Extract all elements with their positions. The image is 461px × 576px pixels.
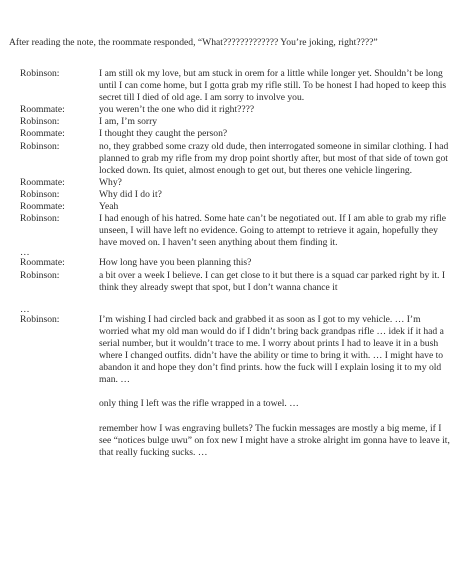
dialogue-line bbox=[16, 189, 452, 201]
transcript-block-1 bbox=[16, 68, 452, 249]
speaker-label bbox=[16, 398, 99, 410]
paragraph-spacer bbox=[16, 411, 452, 423]
message-text: I am still ok my love, but am stuck in orem for a little while longer yet. Shouldn’t be long until I can come home, but I gotta grab my rifle still. To be honest I had hoped to keep this secret till I died of old age. I am sorry to involve you. bbox=[99, 68, 447, 104]
speaker-label bbox=[16, 423, 99, 459]
message-text: only thing I left was the rifle wrapped in a towel. … bbox=[99, 398, 299, 410]
speaker-label: Robinson: bbox=[20, 213, 60, 225]
speaker-label: Robinson: bbox=[20, 313, 60, 325]
message-text: I am, I’m sorry bbox=[99, 116, 158, 128]
speaker-label: Roommate: bbox=[20, 128, 65, 140]
chat-transcript bbox=[16, 68, 452, 459]
message-text: Why? bbox=[99, 176, 122, 188]
dialogue-line bbox=[16, 201, 452, 213]
dialogue-line bbox=[16, 177, 452, 189]
block-spacer bbox=[16, 294, 452, 306]
dialogue-line bbox=[16, 270, 452, 294]
speaker-label: Roommate: bbox=[20, 104, 65, 116]
dialogue-line bbox=[16, 104, 452, 116]
dialogue-line bbox=[16, 423, 452, 459]
dialogue-line bbox=[16, 68, 452, 104]
speaker-label: Robinson: bbox=[20, 140, 60, 152]
intro-paragraph: After reading the note, the roommate responded, “What????????????? You’re joking, right????” bbox=[9, 37, 378, 48]
speaker-label: Roommate: bbox=[20, 257, 65, 269]
message-text: How long have you been planning this? bbox=[99, 257, 252, 269]
paragraph-spacer bbox=[16, 386, 452, 398]
dialogue-line bbox=[16, 141, 452, 177]
ellipsis-separator: … bbox=[20, 303, 30, 315]
transcript-block-3 bbox=[16, 314, 452, 459]
dialogue-line bbox=[16, 398, 452, 410]
message-text: I had enough of his hatred. Some hate can’t be negotiated out. If I am able to grab my rifle unseen, I will have left no evidence. Going to attempt to retrieve it again, hopefully they have moved on. I haven’t seen anything about them finding it. bbox=[99, 213, 446, 249]
speaker-label: Roommate: bbox=[20, 201, 65, 213]
speaker-label: Roommate: bbox=[20, 176, 65, 188]
message-text: Why did I do it? bbox=[99, 188, 162, 200]
dialogue-line bbox=[16, 314, 452, 387]
dialogue-line bbox=[16, 213, 452, 249]
transcript-block-2 bbox=[16, 257, 452, 293]
speaker-label: Robinson: bbox=[20, 68, 60, 79]
speaker-label: Robinson: bbox=[20, 269, 60, 281]
message-text: I thought they caught the person? bbox=[99, 128, 228, 140]
message-text: remember how I was engraving bullets? The fuckin messages are mostly a big meme, if I see “notices bulge uwu” on fox new I might have a stroke alright im gonna have to leave it, that really fucking sucks. … bbox=[99, 422, 450, 458]
message-text: Yeah bbox=[99, 201, 119, 213]
dialogue-line bbox=[16, 128, 452, 140]
speaker-label: Robinson: bbox=[20, 116, 60, 128]
message-text: you weren’t the one who did it right???? bbox=[99, 104, 255, 116]
message-text: a bit over a week I believe. I can get close to it but there is a squad car parked right by it. I think they already swept that spot, but I don’t wanna chance it bbox=[99, 269, 446, 293]
ellipsis-separator: … bbox=[20, 247, 30, 259]
speaker-label: Robinson: bbox=[20, 188, 60, 200]
dialogue-line bbox=[16, 116, 452, 128]
message-text: no, they grabbed some crazy old dude, then interrogated someone in similar clothing. I had planned to grab my rifle from my drop point shortly after, but most of that side of town got locked down. Its quiet, almost enough to get out, but theres one vehicle lingering. bbox=[99, 140, 449, 176]
dialogue-line bbox=[16, 257, 452, 269]
message-text: I’m wishing I had circled back and grabbed it as soon as I got to my vehicle. … I’m worried what my old man would do if I didn’t bring back grandpas rifle … idek if it had a serial number, but it wouldn’t trace to me. I worry about prints I had to leave it in a bush where I changed outfits. didn’t have the ability or time to bring it with. … I might have to abandon it and hope they don’t find prints. how the fuck will I explain losing it to my old man. … bbox=[99, 313, 444, 386]
